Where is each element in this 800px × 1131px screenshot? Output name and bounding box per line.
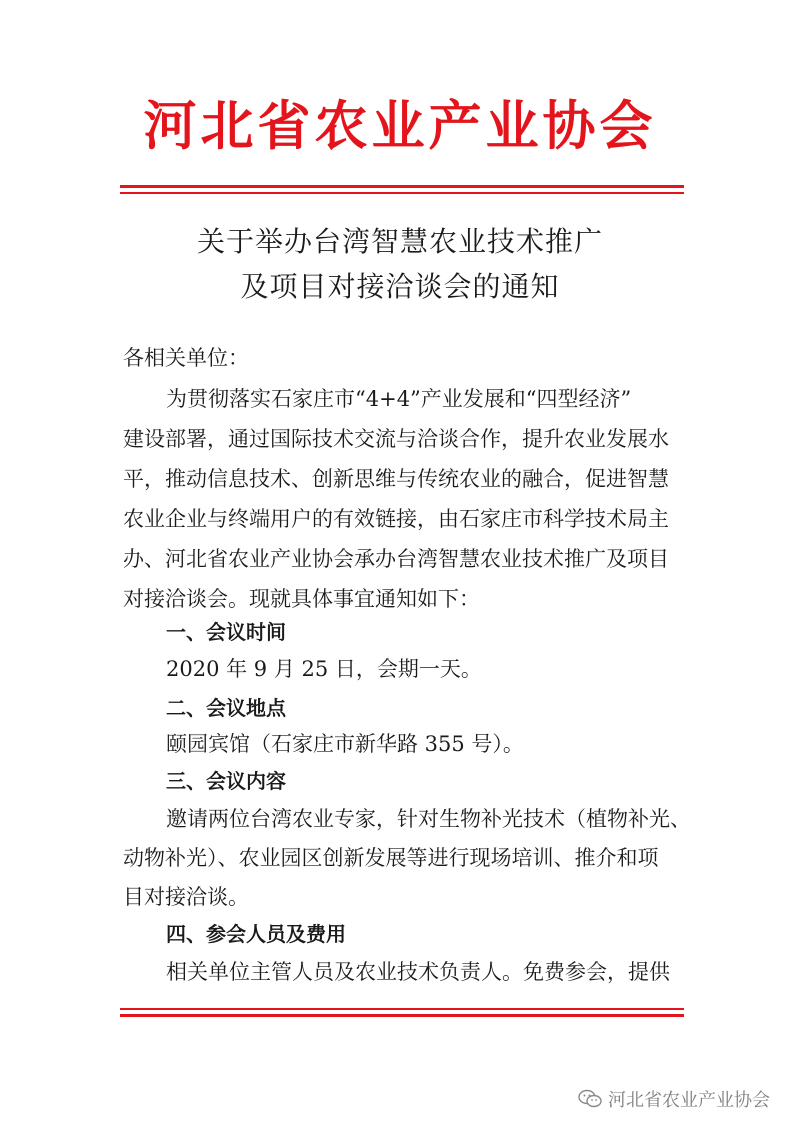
section-text-venue: 颐园宾馆（石家庄市新华路 355 号）。 [166,732,524,756]
section-heading-venue: 二、会议地点 [166,696,286,720]
salutation: 各相关单位： [123,346,249,370]
section-text-content: 目对接洽谈。 [123,885,249,909]
intro-line: 为贯彻落实石家庄市“4+4”产业发展和“四型经济” [166,387,632,411]
intro-line: 农业企业与终端用户的有效链接，由石家庄市科学技术局主 [123,507,669,531]
intro-line: 对接洽谈会。现就具体事宜通知如下： [123,587,480,611]
section-text-content: 邀请两位台湾农业专家，针对生物补光技术（植物补光、 [166,807,691,831]
intro-line: 平，推动信息技术、创新思维与传统农业的融合，促进智慧 [123,467,669,491]
footer-rule-thin [120,1008,684,1010]
footer-rule-thick [120,1014,684,1017]
section-heading-attendees: 四、参会人员及费用 [166,922,346,946]
document-title-line-2: 及项目对接洽谈会的通知 [240,270,560,303]
section-text-content: 动物补光）、农业园区创新发展等进行现场培训、推介和项 [123,846,659,870]
intro-line: 建设部署，通过国际技术交流与洽谈合作，提升农业发展水 [123,427,669,451]
org-name-header: 河北省农业产业协会 [143,96,657,157]
section-heading-content: 三、会议内容 [166,769,286,793]
wechat-icon [578,1089,602,1109]
wechat-watermark [578,1086,770,1112]
intro-line: 办、河北省农业产业协会承办台湾智慧农业技术推广及项目 [123,547,669,571]
header-rule-thick [120,185,684,188]
watermark-text: 河北省农业产业协会 [608,1090,770,1111]
header-rule-thin [120,192,684,194]
section-text-attendees: 相关单位主管人员及农业技术负责人。免费参会，提供 [166,960,670,984]
document-title-line-1: 关于举办台湾智慧农业技术推广 [196,225,603,258]
section-text-time: 2020 年 9 月 25 日，会期一天。 [166,657,482,681]
section-heading-time: 一、会议时间 [166,620,286,644]
